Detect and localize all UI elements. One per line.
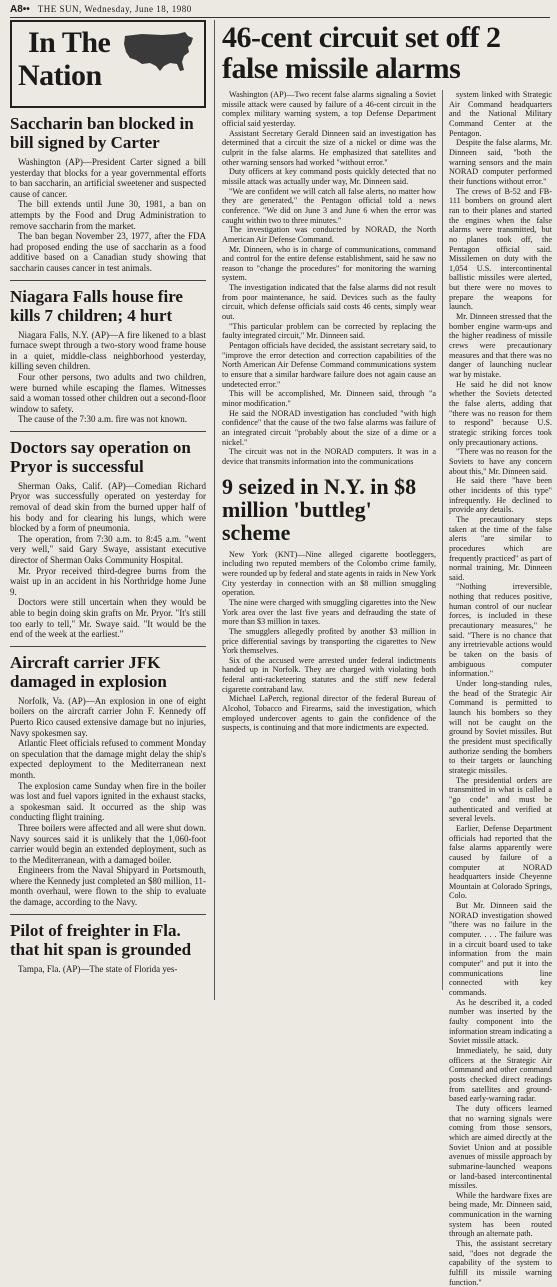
paper-dateline: THE SUN, Wednesday, June 18, 1980 bbox=[37, 4, 192, 14]
story-paragraph: Despite the false alarms, Mr. Dinneen said, "both the warning sensors and the main NORAD computer performed their functions without error." bbox=[449, 138, 552, 186]
story-paragraph: The cause of the 7:30 a.m. fire was not known. bbox=[18, 414, 187, 425]
story-paragraph: Duty officers at key command posts quickly detected that no missile attack was actually under way, Mr. Dinneen said. bbox=[222, 167, 436, 186]
section-title-line2: Nation bbox=[18, 59, 102, 92]
story-paragraph: Norfolk, Va. (AP)—An explosion in one of eight boilers on the aircraft carrier John F. Kennedy off Puerto Rico caused extensive damage but no injuries, Navy spokesmen say. bbox=[10, 695, 206, 738]
story-paragraph: He said he did not know whether the Soviets detected the false alerts, adding that "there was no reason for them to respond" because U.S. strategic striking forces took only precautionary actions. bbox=[449, 379, 552, 447]
story-paragraph: Atlantic Fleet officials refused to comment Monday on speculation that the damage might delay the ship's expected deployment to the Mediterranean next month. bbox=[10, 738, 206, 780]
story-paragraph: Washington (AP)—President Carter signed a bill yesterday that blocks for a year governmental efforts to ban saccharin, an artificial sweetener and suspected cause of cancer. bbox=[10, 157, 206, 199]
story-divider bbox=[10, 431, 206, 432]
section-title-line1: In The bbox=[28, 26, 111, 59]
story-paragraph: Six of the accused were arrested under federal indictments handed up in Norfolk. They are charged with violating both federal anti-racketeering statutes and the stiff new federal cigarette contraband law. bbox=[222, 655, 436, 694]
story-paragraph: Under long-standing rules, the head of the Strategic Air Command is permitted to launch his bombers so they will not be caught on the ground by Soviet missiles. But the president must specifically authorize sending the bombers to their targets or launching strategic missiles. bbox=[449, 679, 552, 775]
story-paragraph: Niagara Falls, N.Y. (AP)—A fire likened to a blast furnace swept through a two-story wood frame house in a quiet, middle-class neighborhood yesterday, killing seven children. bbox=[10, 329, 206, 372]
story-pryor bbox=[10, 438, 206, 647]
story-paragraph: This, the assistant secretary said, "does not degrade the capability of the system to fulfill its missile warning function." bbox=[449, 1239, 552, 1287]
story-paragraph: Immediately, he said, duty officers at the Strategic Air Command and other command posts checked direct readings from satellites and ground-based early-warning radar. bbox=[449, 1045, 552, 1104]
main-story-col2 bbox=[449, 90, 552, 1287]
main-headline: 46-cent circuit set off 2 false missile alarms bbox=[222, 21, 501, 85]
page-number: A8•• bbox=[10, 3, 30, 15]
story-paragraph: Sherman Oaks, Calif. (AP)—Comedian Richard Pryor was successfully operated on yesterday for removal of dead skin from the burned upper half of his body and for clearing his lungs, which were blocked by a form of pneumonia. bbox=[10, 480, 206, 534]
story-paragraph: Tampa, Fla. (AP)—The state of Florida yes- bbox=[18, 963, 178, 974]
column-rule bbox=[214, 20, 215, 1000]
story-paragraph: Doctors were still uncertain when they would be able to begin doing skin grafts on Mr. Pryor. "It's still too early to tell," Mr. Swaye said. "It would be the end of the week at the earliest." bbox=[10, 597, 206, 640]
story-paragraph: While the hardware fixes are being made, Mr. Dinneen said, communication in the warning system has been routed through an alternate path. bbox=[449, 1190, 552, 1239]
main-story-top bbox=[222, 90, 436, 467]
story-jfk-carrier bbox=[10, 653, 206, 915]
story-paragraph: Michael LaPerch, regional director of the federal Bureau of Alcohol, Tobacco and Firearms, said the investigation, which employed undercover agents to gain the confidence of the suspects, is continuing and that more indictments are expected. bbox=[222, 694, 436, 733]
buttleg-story-body bbox=[222, 550, 436, 733]
story-saccharin bbox=[10, 114, 206, 281]
story-headline: Pilot of freighter in Fla. that hit span is grounded bbox=[10, 920, 192, 959]
story-paragraph: The smugglers allegedly profited by another $3 million in price differential savings by transporting the cigarettes to New York themselves. bbox=[222, 626, 436, 656]
story-paragraph: New York (KNT)—Nine alleged cigarette bootleggers, including two reputed members of the Colombo crime family, were rounded up by federal and state agents in raids in New York City yesterday in connection with an $8 million smuggling operation. bbox=[222, 549, 436, 598]
in-the-nation-column bbox=[10, 20, 206, 1000]
story-paragraph: Assistant Secretary Gerald Dinneen said an investigation has determined that a circuit the size of a nickel or dime was the culprit in the false alarms. He emphasized that satellites and other warning sensors had worked "without error." bbox=[222, 128, 436, 167]
story-paragraph: The explosion came Sunday when fire in the boiler was lost and fuel vapors ignited in the exhaust stacks, a spokesman said. It occurred as the ship was conducting flight training. bbox=[10, 780, 206, 823]
story-paragraph: The duty officers learned that no warning signals were coming from those sensors, which are aimed directly at the Soviet Union and at possible avenues of missile approach by submarine-launched weapons or land-based intercontinental missiles. bbox=[449, 1103, 552, 1191]
story-paragraph: Washington (AP)—Two recent false alarms signaling a Soviet missile attack were caused by failure of a 46-cent circuit in the complex military warning system, a top Defense Department official said yesterday. bbox=[222, 90, 436, 128]
story-freighter-pilot bbox=[10, 921, 206, 975]
story-paragraph: "We are confident we will catch all false alerts, no matter how they are generated," the Pentagon official told a news conference. "We did on June 3 and June 6 when the error was caught within two to three minutes." bbox=[222, 186, 436, 225]
story-paragraph: The bill extends until June 30, 1981, a ban on attempts by the Food and Drug Administration to remove saccharin from the market. bbox=[10, 199, 206, 231]
story-paragraph: Mr. Dinneen stressed that the bomber engine warm-ups and the higher readiness of missile crews were precautionary measures and that there was no danger of launching nuclear war by mistake. bbox=[449, 312, 552, 380]
story-headline: Doctors say operation on Pryor is successful bbox=[10, 437, 191, 476]
column-rule bbox=[442, 90, 443, 990]
story-paragraph: "This particular problem can be corrected by replacing the faulty integrated circuit," Mr. Dinneen said. bbox=[222, 321, 436, 341]
left-block bbox=[222, 90, 436, 990]
sub-headline: 9 seized in N.Y. in $8 million 'buttleg' scheme bbox=[222, 473, 417, 545]
story-paragraph: The operation, from 7:30 a.m. to 8:45 a.m. "went very well," said Gary Swaye, assistant executive director of Sherman Oaks Community Hospital. bbox=[10, 533, 206, 566]
story-paragraph: But Mr. Dinneen said the NORAD investigation showed "there was no failure in the computer. . . . The failure was in a circuit board used to take information from the main computer" and put it into the communications line connected with key commands. bbox=[449, 901, 552, 998]
story-paragraph: The investigation indicated that the false alarms did not result from poor maintenance, he said. Devices such as the faulty circuit, which defense officials said costs 46 cents, simply wear out. bbox=[222, 283, 436, 322]
buttleg-story bbox=[222, 467, 436, 733]
story-paragraph: Mr. Dinneen, who is in charge of communications, command and control for the entire defense establishment, said he saw no reason to "change the procedures" for monitoring the warning system. bbox=[222, 244, 436, 283]
top-rule bbox=[10, 17, 550, 18]
story-divider bbox=[10, 280, 206, 281]
story-paragraph: Earlier, Defense Department officials had reported that the false alarms apparently were caused by failure of a computer at NORAD headquarters inside Cheyenne Mountain at Colorado Springs, Colo. bbox=[449, 823, 552, 901]
story-headline: Aircraft carrier JFK damaged in explosion bbox=[10, 652, 167, 691]
story-headline: Saccharin ban blocked in bill signed by Carter bbox=[10, 114, 194, 152]
story-paragraph: The presidential orders are transmitted in what is called a "go code" and must be authenticated and verified at several levels. bbox=[449, 775, 552, 824]
story-paragraph: He said there "have been other incidents of this type" infrequently. He declined to provide any details. bbox=[449, 476, 552, 515]
story-divider bbox=[10, 646, 206, 647]
story-paragraph: The crews of B-52 and FB-111 bombers on ground alert ran to their planes and started the engines when the false alarms were transmitted, but no planes took off, the Pentagon official said. Missilemen on duty with the 1,054 U.S. intercontinental ballistic missiles were alerted, but there were no moves to prepare the weapons for launch. bbox=[449, 186, 552, 312]
in-the-nation-box bbox=[10, 20, 206, 108]
page-folio bbox=[10, 2, 550, 16]
story-paragraph: Engineers from the Naval Shipyard in Portsmouth, where the Kennedy just completed an $80 million, 11-month overhaul, were flown to the ship to evaluate the damage, according to the Navy. bbox=[10, 865, 206, 908]
story-paragraph: The ban began November 23, 1977, after the FDA had proposed ending the use of saccharin as a food additive based on a Canadian study showing that saccharin causes cancer in test animals. bbox=[10, 231, 206, 273]
story-paragraph: As he described it, a coded number was inserted by the faulty component into the information stream indicating a Soviet missile attack. bbox=[449, 997, 552, 1046]
story-paragraph: The investigation was conducted by NORAD, the North American Air Defense Command. bbox=[222, 225, 436, 244]
story-divider bbox=[10, 914, 206, 915]
story-paragraph: system linked with Strategic Air Command headquarters and the National Military Command Center at the Pentagon. bbox=[449, 90, 552, 138]
us-map-icon bbox=[122, 30, 196, 74]
story-headline: Niagara Falls house fire kills 7 children; 4 hurt bbox=[10, 286, 183, 325]
story-paragraph: "There was no reason for the Soviets to have any concern about this," Mr. Dinneen said. bbox=[449, 447, 552, 476]
main-story-area bbox=[222, 20, 552, 1287]
main-story-col1 bbox=[222, 90, 436, 467]
story-paragraph: This will be accomplished, Mr. Dinneen said, through "a minor modification." bbox=[222, 389, 436, 408]
story-paragraph: The circuit was not in the NORAD computers. It was in a device that transmits information into the communications bbox=[222, 447, 436, 466]
story-paragraph: Four other persons, two adults and two children, were burned while escaping the flames. Witnesses said a woman tossed other children out a second-floor window to safety. bbox=[10, 371, 206, 414]
story-paragraph: "Nothing irreversible, nothing that reduces positive, human control of our nuclear forces, is included in these precautionary measures," he said. "There is no chance that any irretrievable actions would be taken on the basis of ambiguous computer information." bbox=[449, 582, 552, 679]
story-paragraph: Pentagon officials have decided, the assistant secretary said, to "improve the error detection and correction capabilities of the North American Air Defense Command communications system to ensure that a similar hardware failure does not again cause an undetected error." bbox=[222, 341, 436, 389]
story-paragraph: The nine were charged with smuggling cigarettes into the New York area over the last five years and defrauding the state of more than $3 million in taxes. bbox=[222, 597, 436, 627]
story-paragraph: The precautionary steps taken at the time of the false alerts "are similar to procedures which are frequently practiced" as part of normal training, Mr. Dinneen said. bbox=[449, 514, 552, 582]
main-story-columns bbox=[222, 90, 552, 1287]
story-paragraph: He said the NORAD investigation has concluded "with high confidence" that the cause of the two false alarms was failure of an integrated circuit "probably about the size of a dime or a nickel." bbox=[222, 408, 436, 447]
story-niagara-fire bbox=[10, 287, 206, 432]
story-paragraph: Mr. Pryor received third-degree burns from the waist up in an accident in his Northridge home June 9. bbox=[10, 565, 206, 597]
story-paragraph: Three boilers were affected and all were shut down. Navy sources said it is unlikely that the 1,060-foot carrier would begin an extended deployment, such as to the Mediterranean, with a damaged boiler. bbox=[10, 822, 206, 865]
